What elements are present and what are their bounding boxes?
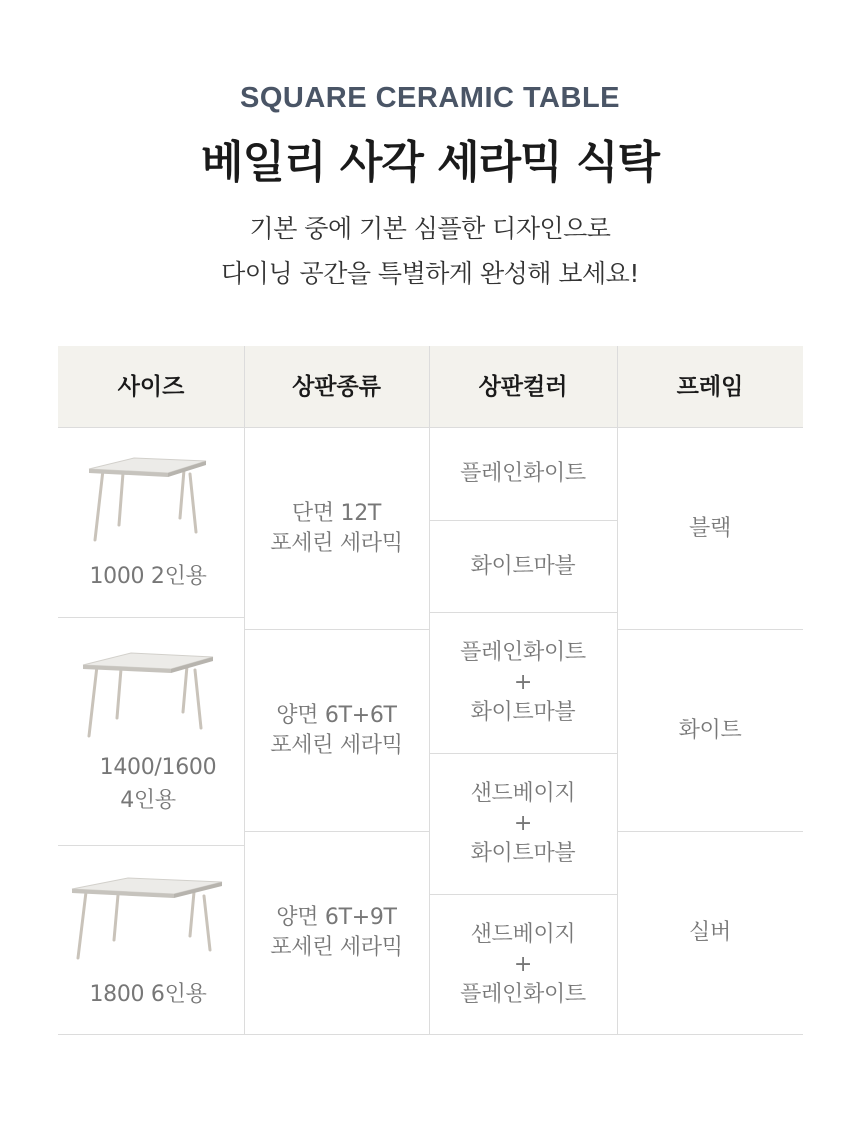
top-type-material: 포세린 세라믹 — [270, 732, 403, 758]
top-type-cell — [244, 428, 429, 629]
frame-cell-white — [617, 630, 803, 831]
table-1000-image — [86, 452, 212, 552]
top-type-thickness: 단면 12T — [291, 500, 382, 526]
top-color-name: 화이트마블 — [470, 553, 576, 579]
top-color-cell — [429, 521, 617, 612]
top-color-name: 플레인화이트 — [460, 461, 586, 486]
frame-cell-silver — [617, 832, 803, 1034]
frame-name: 블랙 — [689, 515, 731, 541]
english-subtitle: SQUARE CERAMIC TABLE — [239, 82, 621, 114]
top-color-name: 화이트마블 — [470, 700, 576, 725]
table-1400-image — [81, 648, 217, 748]
table-1800-image — [70, 874, 226, 974]
top-color-cell — [429, 895, 617, 1034]
top-color-cell — [429, 428, 617, 520]
header-top-color: 상판컬러 — [478, 374, 568, 400]
top-type-cell — [244, 832, 429, 1034]
divider — [58, 1034, 803, 1035]
size-label-1800: 1800 6인용 — [89, 982, 207, 1007]
description-line-1: 기본 중에 기본 심플한 디자인으로 — [249, 214, 611, 243]
top-color-cell — [429, 754, 617, 894]
top-color-name: 화이트마블 — [470, 841, 576, 866]
top-color-name: 샌드베이지 — [470, 781, 576, 806]
plus-sign: + — [513, 951, 533, 977]
plus-sign: + — [513, 811, 533, 836]
top-type-thickness: 양면 6T+6T — [276, 702, 397, 728]
divider — [58, 845, 244, 846]
size-label-1400: 1400/1600 — [99, 755, 217, 780]
page-title: 베일리 사각 세라믹 식탁 — [201, 137, 659, 188]
size-label-1000: 1000 2인용 — [89, 564, 207, 589]
frame-cell-black — [617, 428, 803, 629]
top-color-name: 샌드베이지 — [470, 921, 576, 947]
description-line-2: 다이닝 공간을 특별하게 완성해 보세요! — [221, 259, 639, 288]
header-top-type: 상판종류 — [292, 374, 381, 400]
top-type-material: 포세린 세라믹 — [270, 935, 403, 960]
top-type-material: 포세린 세라믹 — [270, 530, 403, 556]
top-color-cell — [429, 613, 617, 753]
top-type-thickness: 양면 6T+9T — [276, 905, 397, 930]
top-color-name: 플레인화이트 — [460, 640, 586, 665]
divider — [58, 617, 244, 618]
size-label-1400-seats: 4인용 — [120, 788, 176, 813]
top-type-cell — [244, 630, 429, 831]
frame-name: 화이트 — [678, 717, 742, 743]
header-frame: 프레임 — [676, 374, 744, 400]
frame-name: 실버 — [689, 920, 731, 945]
header-size: 사이즈 — [117, 374, 185, 400]
top-color-name: 플레인화이트 — [460, 981, 586, 1007]
plus-sign: + — [513, 670, 533, 695]
